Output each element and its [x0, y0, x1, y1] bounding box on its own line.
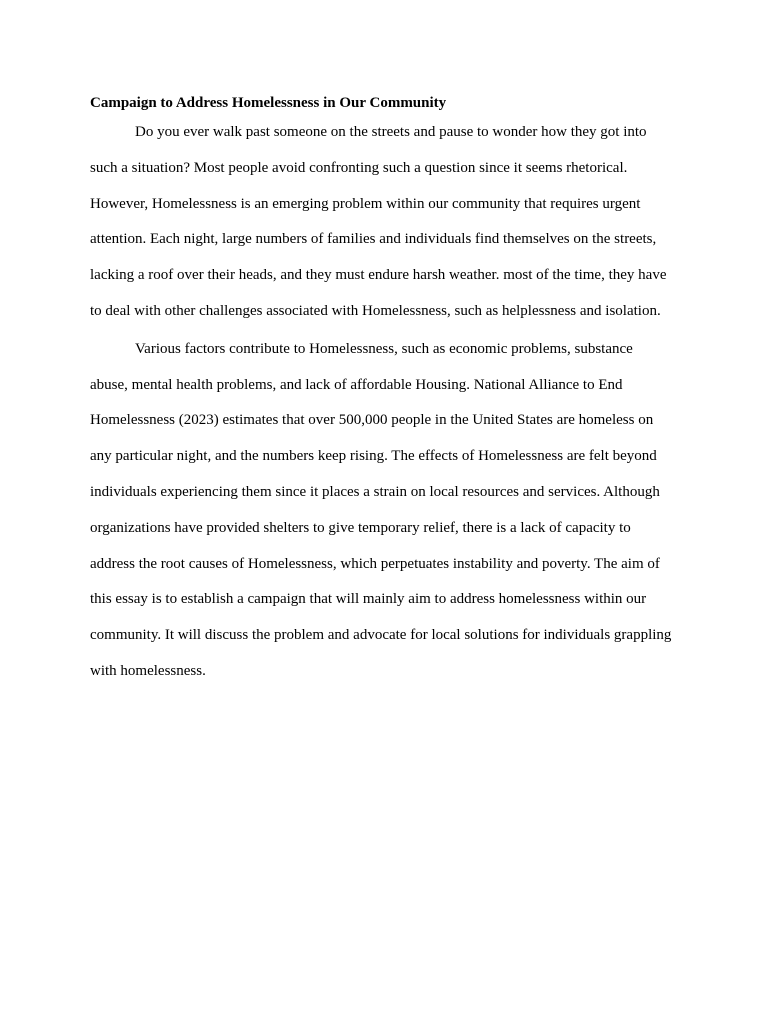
paragraph-line: any particular night, and the numbers keep rising. The effects of Homelessness are felt beyond	[90, 448, 657, 465]
paragraph-line: such a situation? Most people avoid confronting such a question since it seems rhetorical.	[90, 159, 628, 176]
paragraph-1	[90, 120, 680, 335]
paragraph-line: Homelessness (2023) estimates that over 500,000 people in the United States are homeless on	[90, 412, 654, 429]
paragraph-line: lacking a roof over their heads, and they must endure harsh weather. most of the time, they have	[90, 267, 667, 284]
paragraph-line: attention. Each night, large numbers of families and individuals find themselves on the streets,	[90, 231, 657, 248]
paragraph-line: individuals experiencing them since it places a strain on local resources and services. Although	[90, 483, 660, 500]
paragraph-line: this essay is to establish a campaign that will mainly aim to address homelessness within our	[90, 591, 647, 608]
paragraph-line: to deal with other challenges associated with Homelessness, such as helplessness and isolation.	[90, 302, 661, 319]
paragraph-2	[90, 337, 680, 695]
document-title: Campaign to Address Homelessness in Our Community	[90, 95, 447, 111]
paragraph-line: However, Homelessness is an emerging problem within our community that requires urgent	[90, 195, 641, 212]
paragraph-line: abuse, mental health problems, and lack of affordable Housing. National Alliance to End	[90, 376, 623, 393]
paragraph-line: with homelessness.	[90, 662, 206, 679]
paragraph-line: address the root causes of Homelessness, which perpetuates instability and poverty. The aim of	[90, 555, 660, 572]
paragraph-line: community. It will discuss the problem and advocate for local solutions for individuals grappling	[90, 627, 672, 644]
paragraph-line: Do you ever walk past someone on the streets and pause to wonder how they got into	[135, 124, 647, 140]
paragraph-line: organizations have provided shelters to give temporary relief, there is a lack of capacity to	[90, 519, 631, 536]
paragraph-line: Various factors contribute to Homelessness, such as economic problems, substance	[135, 340, 633, 357]
document-body	[90, 91, 680, 695]
